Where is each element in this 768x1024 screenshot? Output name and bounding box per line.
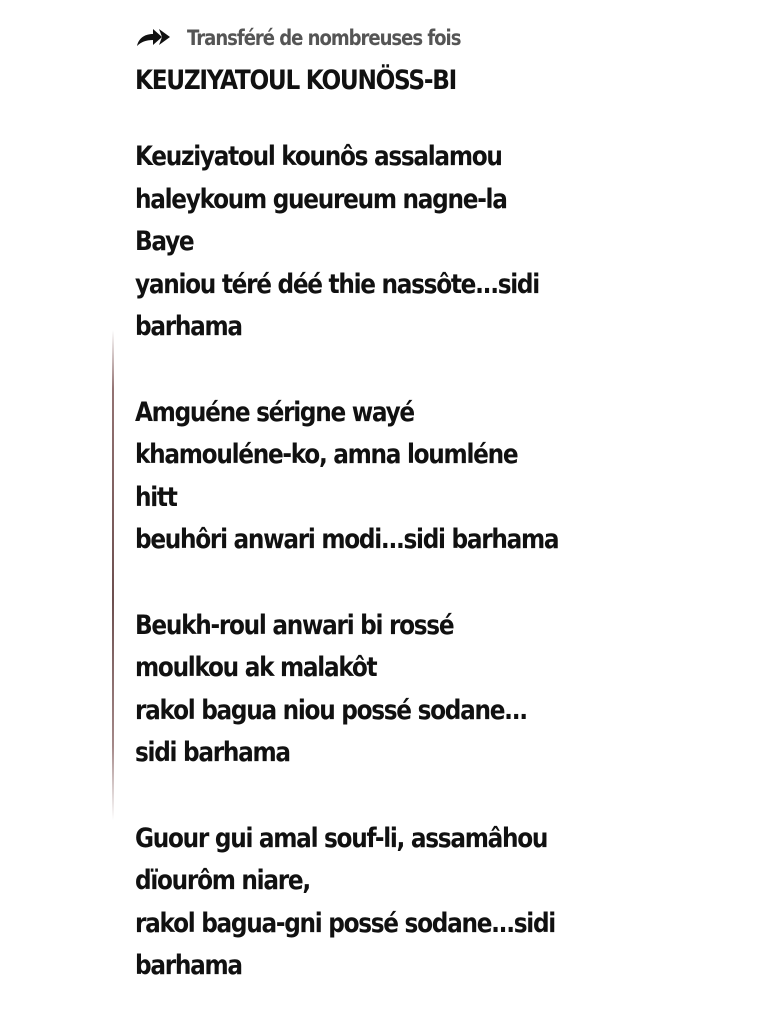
text-line: moulkou ak malakôt <box>135 652 377 683</box>
text-line: barhama <box>135 311 242 342</box>
text-line: dïourôm niare, <box>135 865 310 896</box>
text-line: Guour gui amal souf-li, assamâhou <box>135 822 548 854</box>
text-line: khamouléne-ko, amna loumléne <box>135 439 518 470</box>
text-line: yaniou téré déé thie nassôte...sidi <box>135 268 539 300</box>
text-line: Keuziyatoul kounôs assalamou <box>135 141 502 172</box>
text-line: rakol bagua-gni possé sodane...sidi <box>135 907 555 939</box>
text-line: barhama <box>135 950 242 981</box>
text-line: Baye <box>135 226 194 257</box>
forwarded-label: Transféré de nombreuses fois <box>187 26 461 50</box>
message-title: KEUZIYATOUL KOUNÖSS-BI <box>135 65 456 96</box>
text-line: beuhôri anwari modi...sidi barhama <box>135 524 559 555</box>
message-bubble[interactable] <box>135 22 695 1024</box>
stanza-3 <box>135 605 695 775</box>
message-body <box>135 136 695 988</box>
text-line: Beukh-roul anwari bi rossé <box>135 609 454 641</box>
text-line: haleykoum gueureum nagne-la <box>135 183 507 215</box>
stanza-4 <box>135 818 695 988</box>
stanza-1 <box>135 136 695 349</box>
text-line: sidi barhama <box>135 737 290 768</box>
left-edge-divider <box>112 330 114 820</box>
text-line: rakol bagua niou possé sodane... <box>135 694 527 726</box>
forwarded-indicator <box>135 22 695 54</box>
text-line: hitt <box>135 481 177 513</box>
text-line: Amguéne sérigne wayé <box>135 396 414 428</box>
double-arrow-forward-icon <box>135 26 173 50</box>
stanza-2 <box>135 392 695 562</box>
